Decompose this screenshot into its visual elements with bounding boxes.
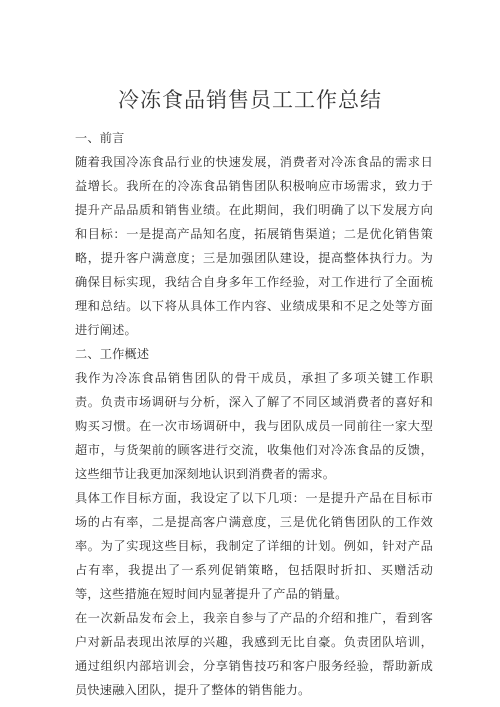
document-body bbox=[75, 126, 433, 702]
paragraph-preface: 随着我国冷冻食品行业的快速发展，消费者对冷冻食品的需求日益增长。我所在的冷冻食品销售团队积极响应市场需求，致力于提升产品品质和销售业绩。在此期间，我们明确了以下发展方向和目标：一是提高产品知名度，拓展销售渠道；二是优化销售策略，提升客户满意度；三是加强团队建设，提高整体执行力。为确保目标实现，我结合自身多年工作经验，对工作进行了全面梳理和总结。以下将从具体工作内容、业绩成果和不足之处等方面进行阐述。 bbox=[75, 155, 433, 337]
section-heading-preface: 一、前言 bbox=[75, 131, 125, 145]
paragraph-overview-3: 在一次新品发布会上，我亲自参与了产品的介绍和推广，看到客户对新品表现出浓厚的兴趣，我感到无比自豪。负责团队培训，通过组织内部培训会，分享销售技巧和客户服务经验，帮助新成员快速融入团队，提升了整体的销售能力。 bbox=[75, 611, 433, 697]
paragraph-overview-1: 我作为冷冻食品销售团队的骨干成员，承担了多项关键工作职责。负责市场调研与分析，深入了解了不同区域消费者的喜好和购买习惯。在一次市场调研中，我与团队成员一同前往一家大型超市，与货架前的顾客进行交流，收集他们对冷冻食品的反馈，这些细节让我更加深刻地认识到消费者的需求。 bbox=[75, 371, 433, 481]
section-heading-overview: 二、工作概述 bbox=[75, 347, 150, 361]
document-title: 冷冻食品销售员工工作总结 bbox=[118, 88, 382, 112]
paragraph-overview-2: 具体工作目标方面，我设定了以下几项：一是提升产品在目标市场的占有率，二是提高客户满意度，三是优化销售团队的工作效率。为了实现这些目标，我制定了详细的计划。例如，针对产品占有率，我提出了一系列促销策略，包括限时折扣、买赠活动等，这些措施在短时间内显著提升了产品的销量。 bbox=[75, 491, 433, 601]
